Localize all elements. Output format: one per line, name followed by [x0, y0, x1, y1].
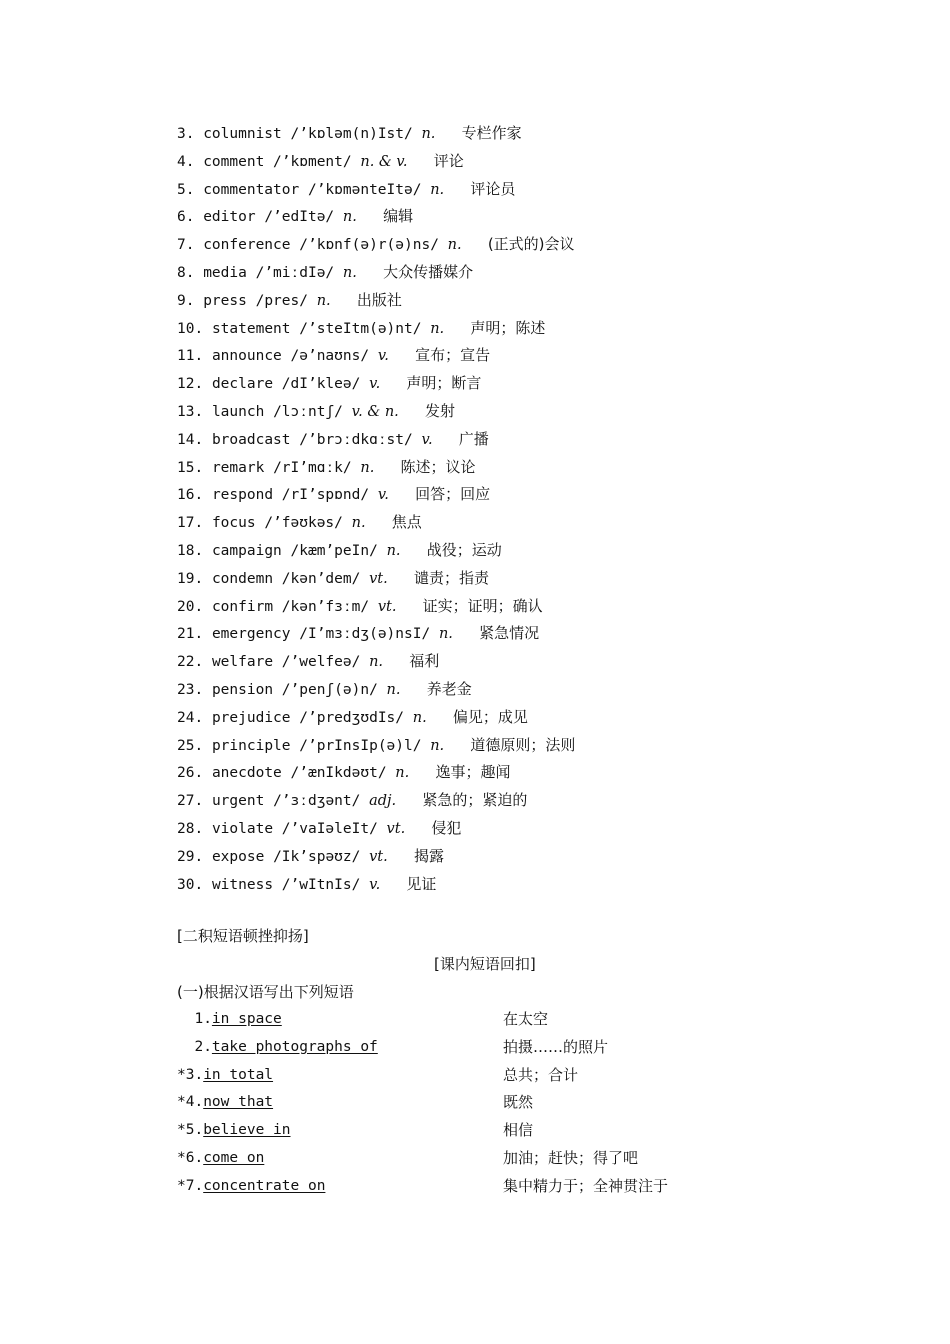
vocab-number: 12.	[177, 376, 204, 393]
vocab-number: 10.	[177, 320, 204, 337]
vocab-number: 24.	[177, 709, 204, 726]
vocab-meaning: 专栏作家	[461, 124, 522, 142]
vocab-phonetic: /’kɒmənteItə/	[307, 181, 422, 198]
vocab-part-of-speech: n.	[412, 709, 427, 726]
vocab-phonetic: /’wItnIs/	[281, 876, 361, 893]
phrase-chinese: 总共；合计	[503, 1065, 579, 1084]
phrase-chinese: 既然	[503, 1093, 534, 1112]
vocab-part-of-speech: n.	[395, 765, 410, 782]
vocab-part-of-speech: vt.	[369, 848, 388, 865]
vocab-item	[177, 342, 575, 370]
vocab-phonetic: /’kɒnf(ə)r(ə)ns/	[299, 237, 439, 254]
vocab-phonetic: /lɔːntʃ/	[273, 403, 343, 420]
vocab-number: 14.	[177, 431, 204, 448]
vocab-phonetic: /Ik’spəʊz/	[273, 848, 361, 865]
vocab-number: 9.	[177, 292, 195, 309]
vocab-word: columnist	[203, 126, 282, 142]
vocab-meaning: 偏见；成见	[452, 707, 528, 726]
vocab-number: 8.	[177, 264, 195, 281]
vocab-item	[177, 426, 575, 454]
vocab-meaning: 养老金	[426, 679, 472, 698]
vocab-word: launch	[211, 403, 265, 420]
vocab-phonetic: /pres/	[255, 292, 308, 309]
vocab-part-of-speech: v.	[377, 348, 389, 365]
vocab-item	[177, 120, 575, 148]
phrase-chinese: 在太空	[503, 1010, 549, 1028]
vocab-item	[177, 704, 575, 732]
vocab-meaning: (正式的)会议	[487, 235, 575, 254]
vocab-item	[177, 176, 575, 204]
vocab-phonetic: /rI’spɒnd/	[281, 487, 370, 504]
vocab-phonetic: /I’mɜːdʒ(ə)nsI/	[299, 626, 431, 643]
phrase-english: in space	[211, 1011, 282, 1027]
vocab-word: anecdote	[211, 765, 282, 782]
phrase-item	[177, 1145, 777, 1173]
vocab-meaning: 回答；回应	[415, 485, 491, 504]
vocab-meaning: 出版社	[356, 290, 402, 309]
phrase-number: *7.	[177, 1177, 204, 1194]
phrase-number: 2.	[177, 1038, 212, 1055]
phrase-chinese: 相信	[503, 1121, 534, 1140]
phrase-number: *5.	[177, 1122, 204, 1139]
vocab-item	[177, 370, 575, 398]
vocab-meaning: 侵犯	[431, 818, 462, 837]
vocab-item	[177, 843, 575, 871]
vocab-part-of-speech: vt.	[369, 570, 388, 587]
vocab-item	[177, 315, 575, 343]
vocab-word: broadcast	[211, 431, 291, 448]
vocab-part-of-speech: n.	[421, 126, 436, 142]
vocab-word: condemn	[211, 570, 274, 587]
vocab-phonetic: /kən’fɜːm/	[281, 598, 370, 615]
vocab-part-of-speech: n.	[430, 320, 445, 337]
vocab-meaning: 揭露	[413, 846, 444, 865]
vocab-word: media	[203, 264, 247, 281]
vocab-word: focus	[211, 515, 256, 532]
vocab-item	[177, 454, 575, 482]
vocab-number: 23.	[177, 681, 204, 698]
vocab-meaning: 声明；陈述	[470, 318, 546, 337]
vocab-phonetic: /’kɒment/	[273, 153, 352, 170]
vocab-word: welfare	[211, 654, 274, 671]
instruction-text: (一)根据汉语写出下列短语	[177, 983, 354, 1001]
vocab-item	[177, 787, 575, 815]
vocab-meaning: 紧急情况	[479, 624, 540, 643]
vocab-number: 11.	[177, 348, 204, 365]
vocab-phonetic: /’miːdIə/	[255, 264, 335, 281]
phrase-chinese: 集中精力于；全神贯注于	[503, 1176, 669, 1195]
vocab-part-of-speech: n.	[316, 292, 331, 309]
vocab-word: witness	[211, 876, 274, 893]
vocab-phonetic: /’edItə/	[264, 209, 335, 226]
vocab-phonetic: /’vaIəleIt/	[281, 820, 378, 837]
vocab-number: 15.	[177, 459, 204, 476]
vocab-number: 5.	[177, 181, 195, 198]
vocab-number: 7.	[177, 237, 195, 254]
vocab-phonetic: /rI’mɑːk/	[273, 459, 352, 476]
phrase-english: take photographs of	[211, 1038, 378, 1055]
phrase-english: concentrate on	[203, 1177, 326, 1194]
vocab-part-of-speech: n. & v.	[360, 153, 408, 170]
vocab-item	[177, 287, 575, 315]
phrase-item	[177, 1006, 777, 1034]
vocab-part-of-speech: v.	[369, 376, 381, 393]
vocab-word: editor	[203, 209, 256, 226]
vocab-item	[177, 620, 575, 648]
phrase-chinese: 拍摄……的照片	[503, 1037, 609, 1056]
vocab-meaning: 评论	[433, 151, 464, 170]
vocab-part-of-speech: vt.	[386, 820, 406, 837]
vocab-meaning: 福利	[409, 652, 440, 671]
vocab-meaning: 焦点	[391, 513, 422, 532]
vocab-item	[177, 648, 575, 676]
vocab-part-of-speech: adj.	[369, 793, 397, 810]
phrase-number: *6.	[177, 1149, 204, 1166]
vocab-word: confirm	[211, 598, 274, 615]
vocab-item	[177, 593, 575, 621]
vocab-number: 28.	[177, 820, 204, 837]
vocab-meaning: 编辑	[383, 207, 414, 226]
vocab-word: violate	[211, 820, 274, 837]
vocab-phonetic: /’prInsIp(ə)l/	[299, 737, 422, 754]
vocab-meaning: 见证	[406, 874, 437, 893]
vocab-word: emergency	[211, 626, 291, 643]
vocab-part-of-speech: n.	[447, 237, 462, 254]
vocab-part-of-speech: n.	[438, 626, 453, 643]
vocab-number: 29.	[177, 848, 204, 865]
vocab-meaning: 广播	[458, 429, 489, 448]
vocab-meaning: 大众传播媒介	[383, 262, 474, 281]
vocab-word: press	[203, 292, 247, 309]
vocab-number: 20.	[177, 598, 204, 615]
vocab-word: principle	[211, 737, 291, 754]
vocab-part-of-speech: n.	[351, 515, 366, 532]
vocab-part-of-speech: n.	[342, 264, 357, 281]
vocab-word: pension	[211, 681, 274, 698]
vocab-word: urgent	[211, 793, 265, 810]
vocab-number: 6.	[177, 209, 195, 226]
vocab-phonetic: /’penʃ(ə)n/	[281, 681, 378, 698]
vocab-word: comment	[203, 153, 265, 170]
vocab-word: expose	[211, 848, 265, 865]
phrase-number: *3.	[177, 1066, 204, 1083]
vocab-item	[177, 676, 575, 704]
vocab-phonetic: /kən’dem/	[281, 570, 361, 587]
phrase-number: 1.	[177, 1011, 212, 1027]
vocab-item	[177, 815, 575, 843]
phrase-english: believe in	[203, 1122, 291, 1139]
vocab-item	[177, 565, 575, 593]
vocab-number: 26.	[177, 765, 204, 782]
vocab-meaning: 战役；运动	[426, 540, 502, 559]
vocab-item	[177, 231, 575, 259]
vocab-word: declare	[211, 376, 274, 393]
vocab-part-of-speech: n.	[386, 681, 401, 698]
vocab-number: 13.	[177, 403, 204, 420]
vocab-phonetic: /’ɜːdʒənt/	[273, 793, 361, 810]
vocab-number: 27.	[177, 793, 204, 810]
vocab-part-of-speech: v.	[369, 876, 381, 893]
vocab-phonetic: /’kɒləm(n)Ist/	[290, 126, 413, 142]
vocab-item	[177, 871, 575, 899]
vocab-meaning: 声明；断言	[406, 374, 482, 393]
vocab-part-of-speech: n.	[430, 737, 445, 754]
vocab-meaning: 逸事；趣闻	[435, 763, 511, 782]
vocab-word: commentator	[203, 181, 300, 198]
vocab-word: conference	[203, 237, 291, 254]
vocab-phonetic: /’ænIkdəʊt/	[290, 765, 387, 782]
vocab-part-of-speech: n.	[342, 209, 357, 226]
vocab-phonetic: /’welfeə/	[281, 654, 361, 671]
vocab-phonetic: /’brɔːdkɑːst/	[299, 431, 413, 448]
section-subheading: [课内短语回扣]	[434, 955, 536, 973]
vocab-phonetic: /’fəʊkəs/	[264, 515, 343, 532]
vocab-item	[177, 203, 575, 231]
vocab-phonetic: /kæm’peIn/	[290, 542, 378, 559]
vocab-phonetic: /ə’naʊns/	[290, 348, 370, 365]
phrase-item	[177, 1062, 777, 1090]
vocab-item	[177, 759, 575, 787]
vocab-part-of-speech: v.	[421, 431, 433, 448]
vocab-word: respond	[211, 487, 274, 504]
vocab-phonetic: /’predʒʊdIs/	[299, 709, 405, 726]
vocab-number: 18.	[177, 542, 204, 559]
phrase-item	[177, 1034, 777, 1062]
phrase-item	[177, 1089, 777, 1117]
vocab-meaning: 谴责；指责	[413, 568, 489, 587]
vocab-meaning: 宣布；宣告	[415, 346, 491, 365]
phrase-chinese: 加油；赶快；得了吧	[503, 1148, 639, 1167]
vocab-meaning: 证实；证明；确认	[422, 596, 543, 615]
vocab-number: 4.	[177, 153, 195, 170]
vocab-part-of-speech: v.	[377, 487, 389, 504]
vocab-number: 3.	[177, 126, 195, 142]
vocab-meaning: 道德原则；法则	[470, 735, 576, 754]
vocab-item	[177, 732, 575, 760]
vocab-part-of-speech: vt.	[377, 598, 397, 615]
vocab-word: prejudice	[211, 709, 291, 726]
vocab-number: 16.	[177, 487, 204, 504]
vocab-item	[177, 537, 575, 565]
vocab-item	[177, 481, 575, 509]
vocab-item	[177, 398, 575, 426]
vocab-meaning: 发射	[425, 401, 456, 420]
vocab-word: statement	[211, 320, 291, 337]
phrase-english: now that	[203, 1094, 274, 1111]
vocab-part-of-speech: n.	[430, 181, 445, 198]
vocab-meaning: 评论员	[470, 179, 516, 198]
phrase-list	[177, 1006, 777, 1201]
vocab-part-of-speech: n.	[360, 459, 375, 476]
vocab-phonetic: /dI’kleə/	[281, 376, 361, 393]
vocab-word: announce	[211, 348, 282, 365]
phrase-english: in total	[203, 1066, 274, 1083]
vocab-part-of-speech: n.	[386, 542, 401, 559]
vocab-word: remark	[211, 459, 265, 476]
section-heading: [二积短语顿挫抑扬]	[177, 927, 309, 945]
vocab-item	[177, 148, 575, 176]
vocab-number: 30.	[177, 876, 204, 893]
vocab-item	[177, 509, 575, 537]
vocab-number: 17.	[177, 515, 204, 532]
vocab-number: 25.	[177, 737, 204, 754]
vocab-meaning: 陈述；议论	[400, 457, 476, 476]
vocabulary-list	[177, 120, 575, 898]
vocab-meaning: 紧急的；紧迫的	[422, 791, 528, 810]
phrase-number: *4.	[177, 1094, 204, 1111]
phrase-item	[177, 1117, 777, 1145]
phrase-english: come on	[203, 1149, 265, 1166]
vocab-number: 21.	[177, 626, 204, 643]
vocab-item	[177, 259, 575, 287]
phrase-item	[177, 1173, 777, 1201]
vocab-number: 19.	[177, 570, 204, 587]
vocab-part-of-speech: n.	[369, 654, 384, 671]
vocab-word: campaign	[211, 542, 282, 559]
vocab-part-of-speech: v. & n.	[351, 403, 399, 420]
vocab-phonetic: /’steItm(ə)nt/	[299, 320, 422, 337]
vocab-number: 22.	[177, 654, 204, 671]
